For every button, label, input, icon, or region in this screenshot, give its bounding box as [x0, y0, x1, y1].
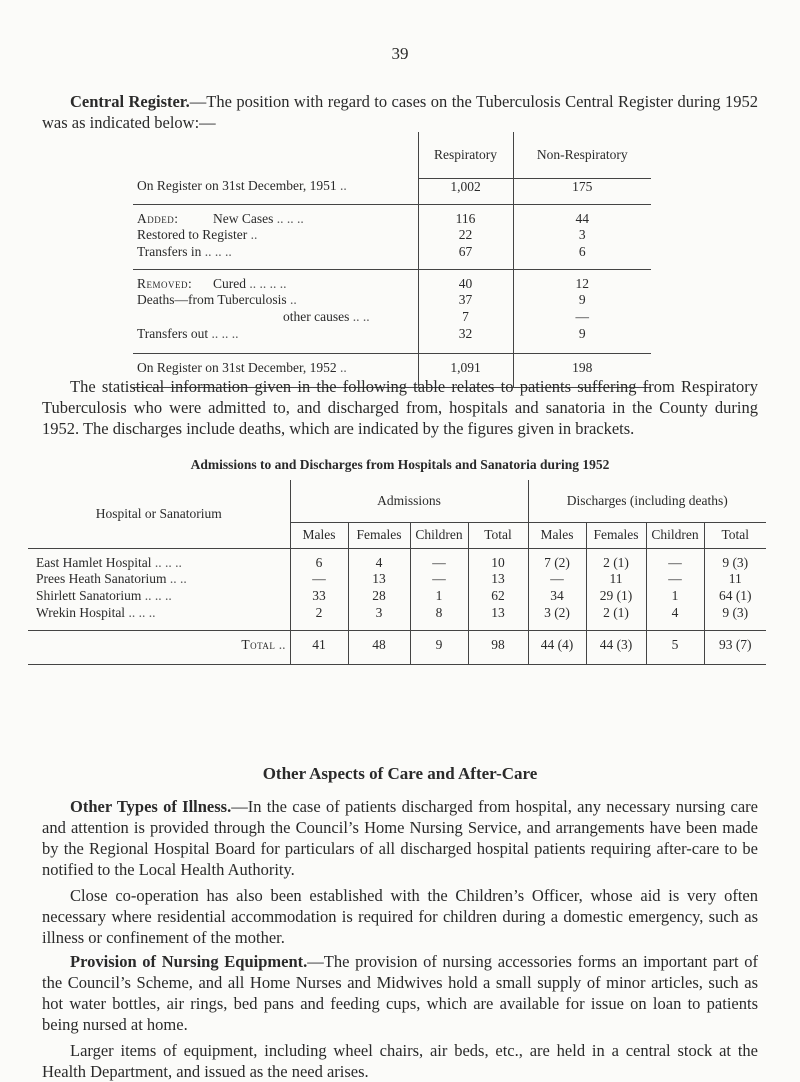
other-illness-paragraph: Other Types of Illness.—In the case of patients discharged from hospital, any necessary nursing care and attention is provided through the Council’s Home Nursing Service, and arrangements have been made by the Regional Hospital Board for particulars of all discharged hospital patients requiring after-care to be notified to the Local Health Authority.: [42, 797, 758, 879]
adm-females-header: Females: [348, 522, 410, 548]
admissions-caption: Admissions to and Discharges from Hospitals and Sanatoria during 1952: [190, 457, 610, 472]
admissions-header: Admissions: [290, 480, 528, 522]
adm-males-header: Males: [290, 522, 348, 548]
added-row-new-cases: Added: New Cases .. .. ..: [137, 210, 304, 226]
dis-total-header: Total: [704, 522, 766, 548]
added-group-label: Added:: [137, 210, 179, 226]
total-row: Total .. 41 48 9 98 44 (4) 44 (3) 5 93 (7): [28, 631, 766, 665]
cooperation-paragraph: Close co-operation has also been established with the Children’s Officer, whose aid is very often necessary where residential accommodation is required for children during a domestic emergency, such as illness or confinement of the mother.: [42, 886, 758, 947]
nursing-equipment-heading: Provision of Nursing Equipment.: [70, 952, 308, 971]
table-row: East Hamlet Hospital .. .. .. 6 4 — 10 7 (2) 2 (1) — 9 (3): [28, 548, 766, 571]
added-row-transfers-in: Transfers in .. .. ..: [137, 243, 232, 259]
removed-row-transfers-out: Transfers out .. .. ..: [137, 326, 239, 341]
table-row: Wrekin Hospital .. .. .. 2 3 8 13 3 (2) 2 (1) 4 9 (3): [28, 605, 766, 631]
dis-males-header: Males: [528, 522, 586, 548]
opening-respiratory: 1,002: [418, 178, 513, 204]
added-row-restored: Restored to Register ..: [137, 226, 258, 242]
col-header-non-respiratory: Non-Respiratory: [513, 132, 651, 178]
larger-items-paragraph: Larger items of equipment, including wheel chairs, air beds, etc., are held in a central stock at the Health Department, and issued as the need arises.: [42, 1041, 758, 1081]
discharges-header: Discharges (including deaths): [528, 480, 766, 522]
register-table: Respiratory Non-Respiratory On Register on 31st December, 1951 .. 1,002 175 Added: New Cases .. .. .. 116 44 Restored to Register .. 22 3 Transfers in .. .. .. 67 6 Removed: Cured .. .. .. .. 40 12 Deaths—from Tuberculosis .. 37 9 other causes .. .. 7 — Transfers out .. .. .. 32 9 On Register on 31st December, 1952 .. 1,091 198: [133, 132, 651, 388]
section-heading: Other Aspects of Care and After-Care: [262, 764, 538, 783]
removed-row-other-causes: other causes .. ..: [283, 309, 370, 324]
adm-total-header: Total: [468, 522, 528, 548]
table-row: Prees Heath Sanatorium .. .. — 13 — 13 — 11 — 11: [28, 571, 766, 588]
other-illness-heading: Other Types of Illness.: [70, 797, 232, 816]
dis-females-header: Females: [586, 522, 646, 548]
dis-children-header: Children: [646, 522, 704, 548]
page-number: 39: [391, 44, 409, 63]
hospital-header: Hospital or Sanatorium: [28, 480, 290, 548]
removed-group-label: Removed:: [137, 276, 193, 291]
closing-label: On Register on 31st December, 1952 ..: [137, 359, 347, 375]
statistical-note: The statistical information given in the following table relates to patients suffering from Respiratory Tuberculosis who were admitted to, and discharged from, hospitals and sanatoria in the County during 1952. The discharges include deaths, which are indicated by the figures given in brackets.: [42, 377, 758, 438]
central-register-paragraph: [42, 91, 758, 133]
adm-children-header: Children: [410, 522, 468, 548]
table-row: Shirlett Sanatorium .. .. .. 33 28 1 62 34 29 (1) 1 64 (1): [28, 588, 766, 605]
central-register-heading: Central Register.: [70, 92, 190, 111]
removed-row-deaths-tb: Deaths—from Tuberculosis ..: [137, 292, 297, 307]
opening-non-respiratory: 175: [513, 178, 651, 204]
col-header-respiratory: Respiratory: [418, 132, 513, 178]
closing-respiratory: 1,091: [418, 353, 513, 387]
removed-row-cured: Removed: Cured .. .. .. ..: [137, 276, 287, 291]
nursing-equipment-paragraph: Provision of Nursing Equipment.—The provision of nursing accessories forms an important part of the Council’s Scheme, and all Home Nurses and Midwives hold a small supply of minor articles, such as hot water bottles, air rings, bed pans and feeding cups, which are available for issue on loan to patients being nursed at home.: [42, 952, 759, 1034]
central-register-text: —The position with regard to cases on the Tuberculosis Central Register during 1952 was as indicated below:—: [42, 92, 758, 132]
admissions-table: [28, 480, 766, 665]
closing-non-respiratory: 198: [513, 353, 651, 387]
opening-label: On Register on 31st December, 1951 ..: [137, 178, 347, 193]
